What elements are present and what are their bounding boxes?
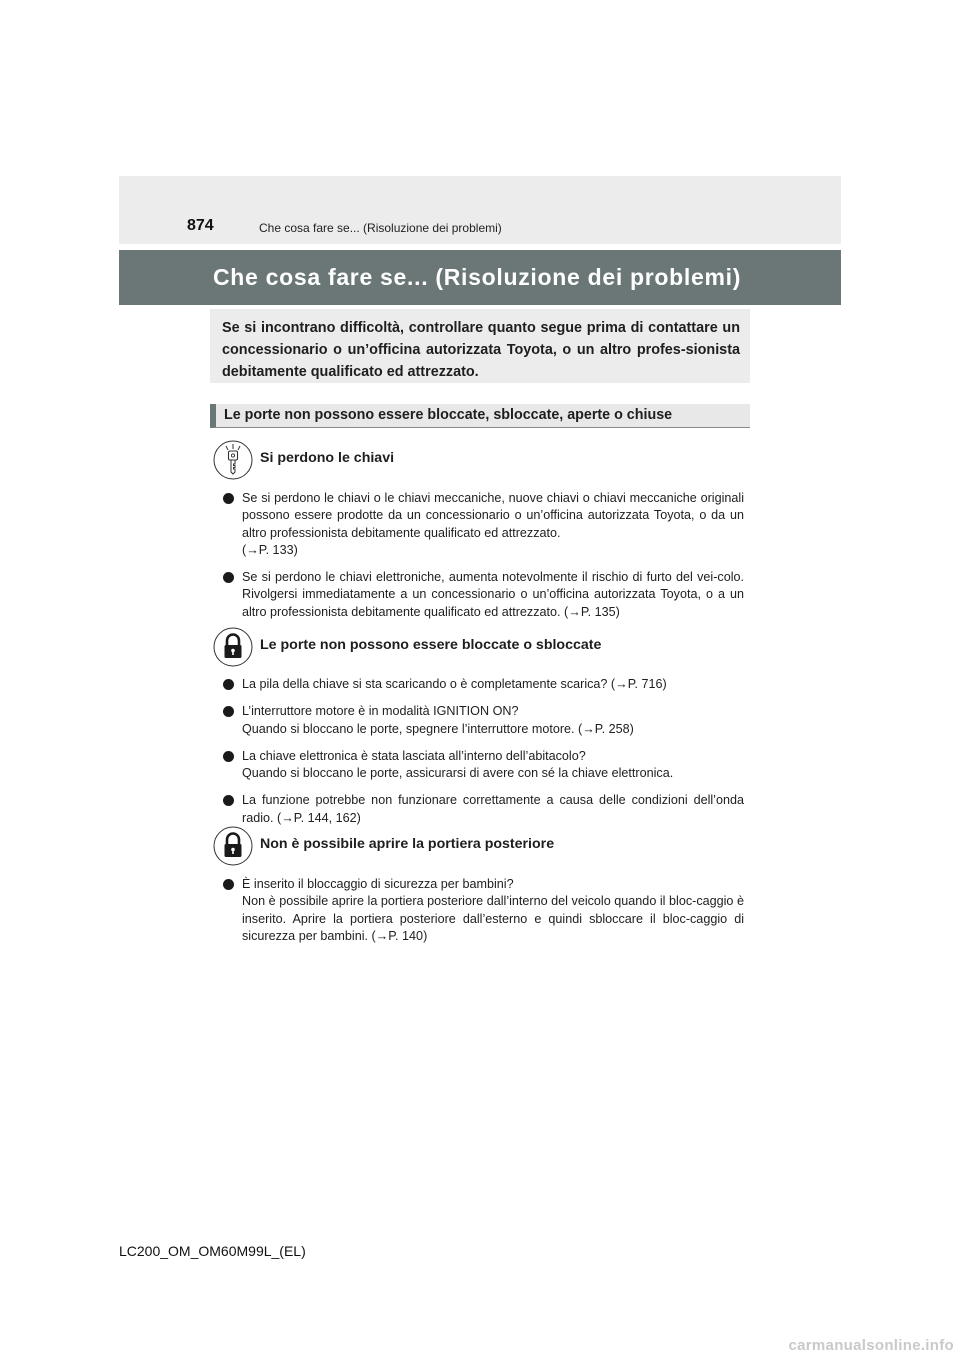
topic-title: Le porte non possono essere bloccate o sbloccate [260,637,602,653]
list-item: L’interruttore motore è in modalità IGNITION ON? Quando si bloccano le porte, spegnere l’interruttore motore. (→P. 258) [223,703,744,738]
footer-doc-code: LC200_OM_OM60M99L_(EL) [119,1243,306,1259]
page-title: Che cosa fare se... (Risoluzione dei problemi) [213,264,742,290]
list-item: Se si perdono le chiavi elettroniche, aumenta notevolmente il rischio di furto del vei-colo. Rivolgersi immediatamente a un concessionario o un’officina autorizzata Toyota, o a un altro professionista debitamente qualificato ed attrezzato. (→P. 135) [223,569,744,621]
bullet-icon [223,751,234,762]
bullet-icon [223,493,234,504]
topic-doors-lock [213,627,753,667]
padlock-icon [213,627,253,667]
topic-title: Si perdono le chiavi [260,450,395,466]
list-item: La chiave elettronica è stata lasciata all’interno dell’abitacolo? Quando si bloccano le porte, assicurarsi di avere con sé la chiave elettronica. [223,748,744,783]
bullet-list-lost-keys [223,490,744,631]
page-number: 874 [187,217,214,234]
padlock-icon [213,826,253,866]
bullet-icon [223,679,234,690]
bullet-icon [223,706,234,717]
list-item: È inserito il bloccaggio di sicurezza per bambini? Non è possibile aprire la portiera posteriore dall’interno del veicolo quando il bloc-caggio è inserito. Aprire la portiera posteriore dall’esterno e quindi sbloccare il bloc-caggio di sicurezza per bambini. (→P. 140) [223,876,744,945]
list-item: La funzione potrebbe non funzionare correttamente a causa delle condizioni dell’onda radio. (→P. 144, 162) [223,792,744,827]
list-item: La pila della chiave si sta scaricando o è completamente scarica? (→P. 716) [223,676,744,693]
list-item: Se si perdono le chiavi o le chiavi meccaniche, nuove chiavi o chiavi meccaniche originali possono essere prodotte da un concessionario o un’officina autorizzata Toyota, o da un altro professionista debitamente qualificato ed attrezzato. (→P. 133) [223,490,744,559]
bullet-icon [223,879,234,890]
bullet-icon [223,795,234,806]
watermark: carmanualsonline.info [788,1337,954,1354]
topic-rear-door [213,826,753,866]
topic-lost-keys [213,440,753,480]
title-bar [119,250,841,305]
topic-title: Non è possibile aprire la portiera posteriore [260,836,555,852]
bullet-icon [223,572,234,583]
bullet-list-rear-door [223,876,744,955]
bullet-list-doors-lock [223,676,744,837]
intro-box: Se si incontrano difficoltà, controllare quanto segue prima di contattare un concessionario o un’officina autorizzata Toyota, o un altro profes-sionista debitamente qualificato ed attrezzato. [210,309,750,383]
key-icon [213,440,253,480]
running-head: Che cosa fare se... (Risoluzione dei problemi) [259,221,502,235]
section-heading: Le porte non possono essere bloccate, sbloccate, aperte o chiuse [210,404,750,428]
